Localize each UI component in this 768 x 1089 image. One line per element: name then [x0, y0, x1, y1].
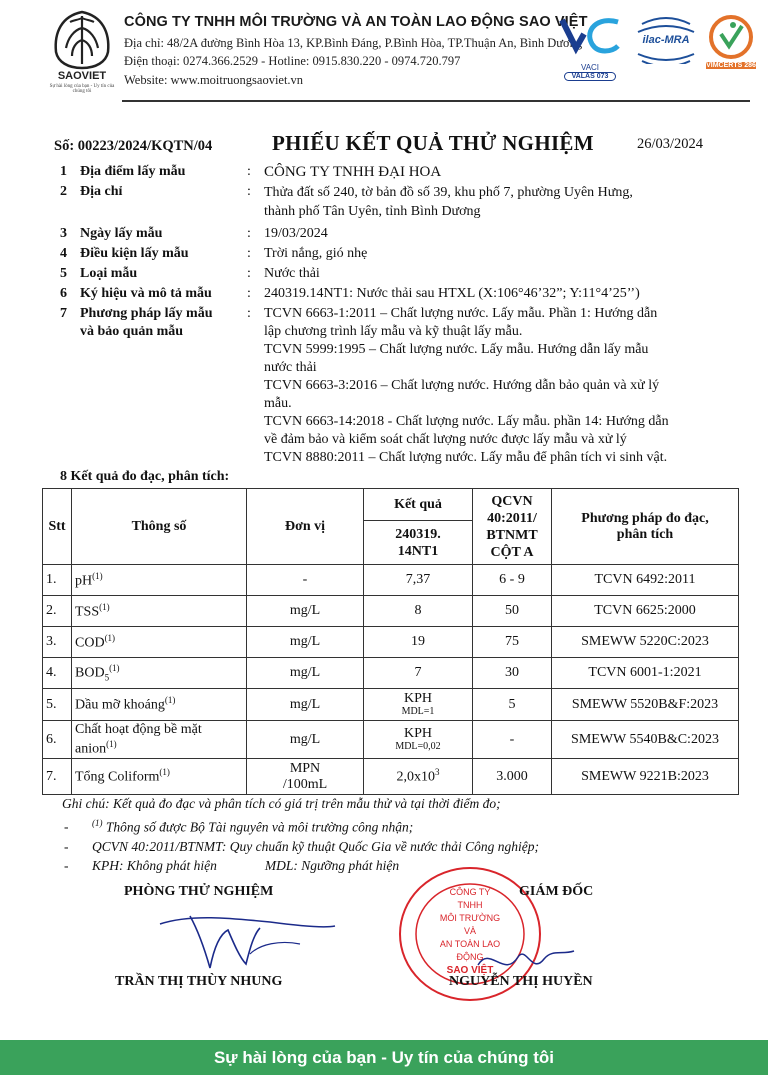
cell-limit: 75 [473, 627, 552, 658]
sample-code-line: 240319. [395, 526, 441, 542]
param-sup: (1) [99, 601, 110, 612]
ilac-label: ilac-MRA [642, 34, 690, 46]
info-number: 2 [60, 184, 67, 199]
cell-method: SMEWW 5220C:2023 [552, 627, 739, 658]
method-line: TCVN 6663-1:2011 – Chất lượng nước. Lấy mẫu. Phần 1: Hướng dẫn [264, 306, 658, 321]
lab-signatory-title: PHÒNG THỬ NGHIỆM [124, 884, 274, 899]
cell-stt: 3. [43, 627, 72, 658]
sampling-methods [264, 305, 734, 467]
cell-limit: 30 [473, 658, 552, 689]
param-sup: (1) [92, 570, 103, 581]
cell-result: 7,37 [364, 565, 473, 596]
cell-unit [247, 759, 364, 795]
info-number: 1 [60, 164, 67, 179]
note-line [64, 814, 539, 837]
note-dash: - [64, 858, 69, 873]
note-text: KPH: Không phát hiện [92, 858, 217, 873]
cell-unit: mg/L [247, 627, 364, 658]
cell-stt: 6. [43, 721, 72, 759]
info-value: thành phố Tân Uyên, tỉnh Bình Dương [264, 204, 481, 219]
stamp-line: TNHH [457, 900, 483, 910]
cell-param [72, 565, 247, 596]
info-label: Địa điểm lấy mẫu [80, 164, 186, 179]
result-value: 2,0x10 [396, 769, 435, 785]
header-stt: Stt [43, 489, 72, 565]
table-row [43, 565, 739, 596]
stamp-line: MÔI TRƯỜNG VÀ [439, 913, 501, 936]
method-line: mẫu. [264, 396, 292, 411]
info-label: Địa chỉ [80, 184, 123, 199]
param-name: TSS [75, 604, 100, 620]
ilac-mra-badge [634, 14, 698, 69]
info-value: CÔNG TY TNHH ĐẠI HOA [264, 164, 442, 180]
param-name: anion [75, 741, 107, 757]
param-sup: (1) [164, 695, 176, 706]
info-colon: : [247, 266, 251, 281]
vimcerts-badge [704, 14, 758, 69]
cell-result: 19 [364, 627, 473, 658]
cell-param [72, 658, 247, 689]
method-line: nước thải [264, 360, 317, 375]
cell-limit: 6 - 9 [473, 565, 552, 596]
info-colon: : [247, 306, 251, 321]
cell-result: 7 [364, 658, 473, 689]
param-name: Chất hoạt động bề mặt [75, 722, 202, 738]
header-qcvn-line: CỘT A [490, 544, 534, 560]
info-label: Ký hiệu và mô tả mẫu [80, 286, 212, 301]
note-dash: - [64, 838, 69, 854]
stamp-line: SAO VIỆT [446, 965, 494, 976]
cell-stt: 7. [43, 759, 72, 795]
cell-limit: 3.000 [473, 759, 552, 795]
info-colon: : [247, 246, 251, 261]
cell-stt: 2. [43, 596, 72, 627]
param-sup: (1) [106, 739, 117, 750]
info-colon: : [247, 286, 251, 301]
lab-signatory-name: TRẦN THỊ THÙY NHUNG [115, 974, 283, 989]
company-name: CÔNG TY TNHH MÔI TRƯỜNG VÀ AN TOÀN LAO ĐỘNG SAO VIỆT [124, 14, 588, 30]
vaci-label: VACI [580, 63, 600, 72]
cell-stt: 4. [43, 658, 72, 689]
stamp-line: AN TOÀN LAO ĐỘNG [439, 939, 501, 962]
info-value: 240319.14NT1: Nước thải sau HTXL (X:106°46’32”; Y:11°4’25’’) [264, 286, 640, 301]
cell-limit: 5 [473, 689, 552, 721]
footer-banner: Sự hài lòng của bạn - Uy tín của chúng tôi [0, 1040, 768, 1075]
note-dash: - [64, 819, 69, 834]
info-value: Nước thải [264, 266, 320, 281]
director-title: GIÁM ĐỐC [519, 884, 594, 899]
param-name: pH [75, 573, 93, 589]
header-unit: Đơn vị [247, 489, 364, 565]
param-name: Dầu mỡ khoáng [75, 697, 165, 713]
table-row [43, 596, 739, 627]
logo-name: SAOVIET [57, 70, 107, 82]
results-table [42, 488, 739, 795]
unit-line: MPN [289, 760, 321, 776]
table-row [43, 721, 739, 759]
info-label: và bảo quản mẫu [80, 324, 184, 339]
header-method-line: phân tích [616, 526, 674, 542]
company-address: Địa chỉ: 48/2A đường Bình Hòa 13, KP.Bình Đáng, P.Bình Hòa, TP.Thuận An, Bình Dương [124, 36, 583, 50]
header-sample-code [364, 521, 473, 565]
method-line: TCVN 6663-3:2016 – Chất lượng nước. Hướng dẫn bảo quản và xử lý [264, 378, 660, 393]
result-mdl: MDL=0,02 [395, 740, 441, 752]
param-sup: (1) [159, 767, 170, 778]
method-line: TCVN 8880:2011 – Chất lượng nước. Lấy mẫu để phân tích vi sinh vật. [264, 450, 668, 465]
param-sup: (1) [109, 663, 120, 674]
cell-unit: - [247, 565, 364, 596]
cell-unit: mg/L [247, 721, 364, 759]
vimcerts-label: VIMCERTS 286 [706, 62, 756, 69]
cell-unit: mg/L [247, 689, 364, 721]
lab-signature [150, 904, 340, 979]
method-line: về đảm bảo và kiểm soát chất lượng nước được lấy mẫu và xử lý [264, 432, 627, 447]
unit-line: /100mL [282, 776, 328, 792]
cell-method: TCVN 6625:2000 [552, 596, 739, 627]
table-row [43, 689, 739, 721]
info-value: Thửa đất số 240, tờ bản đồ số 39, khu phố 7, phường Uyên Hưng, [264, 185, 633, 200]
table-row [43, 759, 739, 795]
document-title: PHIẾU KẾT QUẢ THỬ NGHIỆM [272, 131, 594, 155]
info-label: Ngày lấy mẫu [80, 226, 163, 241]
param-sub: 5 [104, 672, 110, 683]
vaci-badge [558, 14, 622, 81]
header-divider [122, 100, 750, 102]
table-header-row [43, 489, 739, 521]
param-sup: (1) [104, 632, 116, 643]
result-value: KPH [403, 690, 432, 706]
method-line: TCVN 5999:1995 – Chất lượng nước. Lấy mẫu. Hướng dẫn lấy mẫu [264, 342, 649, 357]
cell-result [364, 721, 473, 759]
info-number: 7 [60, 306, 67, 321]
info-label: Phương pháp lấy mẫu [80, 306, 213, 321]
info-colon: : [247, 184, 251, 199]
method-line: TCVN 6663-14:2018 - Chất lượng nước. Lấy mẫu. phần 14: Hướng dẫn [264, 414, 669, 429]
info-value: Trời nắng, gió nhẹ [264, 246, 368, 261]
result-mdl: MDL=1 [401, 705, 435, 717]
company-website: Website: www.moitruongsaoviet.vn [124, 73, 304, 87]
table-row [43, 658, 739, 689]
stamp-line: CÔNG TY [449, 887, 491, 897]
cell-limit: 50 [473, 596, 552, 627]
cell-method: SMEWW 5540B&C:2023 [552, 721, 739, 759]
info-value: 19/03/2024 [264, 226, 328, 241]
document-number: Số: 00223/2024/KQTN/04 [54, 138, 213, 154]
cell-param [72, 721, 247, 759]
cell-param [72, 759, 247, 795]
cell-method: SMEWW 9221B:2023 [552, 759, 739, 795]
table-row [43, 627, 739, 658]
header-method-line: Phương pháp đo đạc, [581, 510, 709, 526]
info-label: Loại mẫu [80, 266, 138, 281]
cell-stt: 5. [43, 689, 72, 721]
note-line [64, 837, 539, 857]
cell-method: TCVN 6492:2011 [552, 565, 739, 596]
cell-result: 8 [364, 596, 473, 627]
cell-result [364, 689, 473, 721]
cell-param [72, 627, 247, 658]
header-result: Kết quả [364, 489, 473, 521]
note-text: QCVN 40:2011/BTNMT: Quy chuẩn kỹ thuật Quốc Gia về nước thải Công nghiệp; [92, 838, 540, 854]
result-value: KPH [403, 725, 432, 741]
result-exponent: 3 [435, 767, 440, 778]
cell-method: SMEWW 5520B&F:2023 [552, 689, 739, 721]
info-colon: : [247, 164, 251, 179]
header-qcvn-line: 40:2011/ [487, 510, 537, 526]
cell-limit: - [473, 721, 552, 759]
header-qcvn-line: QCVN [491, 493, 533, 509]
cell-unit: mg/L [247, 658, 364, 689]
header-qcvn-line: BTNMT [486, 527, 538, 543]
note-line: Ghi chú: Kết quả đo đạc và phân tích có giá trị trên mẫu thử và tại thời điểm đo; [62, 796, 501, 811]
sample-code-line: 14NT1 [397, 543, 439, 559]
section-8-heading: 8 Kết quả đo đạc, phân tích: [60, 469, 230, 484]
cell-param [72, 689, 247, 721]
cell-method: TCVN 6001-1:2021 [552, 658, 739, 689]
info-label: Điều kiện lấy mẫu [80, 246, 189, 261]
note-sup: (1) [92, 817, 103, 828]
info-number: 5 [60, 266, 67, 281]
param-name: BOD [75, 665, 105, 681]
logo-tagline: Sự hài lòng của bạn - Uy tín của chúng tôi [49, 84, 115, 94]
info-number: 3 [60, 226, 67, 241]
header-method [552, 489, 739, 565]
cell-result [364, 759, 473, 795]
note-text: Thông số được Bộ Tài nguyên và môi trường công nhận; [102, 819, 414, 834]
document-date: 26/03/2024 [637, 136, 704, 152]
param-name: COD [75, 635, 105, 651]
info-number: 4 [60, 246, 67, 261]
cell-unit: mg/L [247, 596, 364, 627]
header-qcvn [473, 489, 552, 565]
cell-stt: 1. [43, 565, 72, 596]
company-phone: Điện thoại: 0274.366.2529 - Hotline: 0915.830.220 - 0974.720.797 [124, 54, 461, 68]
header-param: Thông số [72, 489, 247, 565]
note-text: MDL: Ngưỡng phát hiện [264, 858, 400, 873]
info-colon: : [247, 226, 251, 241]
valas-label: VALAS 073 [564, 72, 616, 81]
cell-param [72, 596, 247, 627]
info-number: 6 [60, 286, 67, 301]
method-line: lập chương trình lấy mẫu và kỹ thuật lấy mẫu. [264, 324, 523, 339]
director-name: NGUYỄN THỊ HUYỀN [449, 974, 593, 989]
param-name: Tổng Coliform [75, 769, 160, 785]
